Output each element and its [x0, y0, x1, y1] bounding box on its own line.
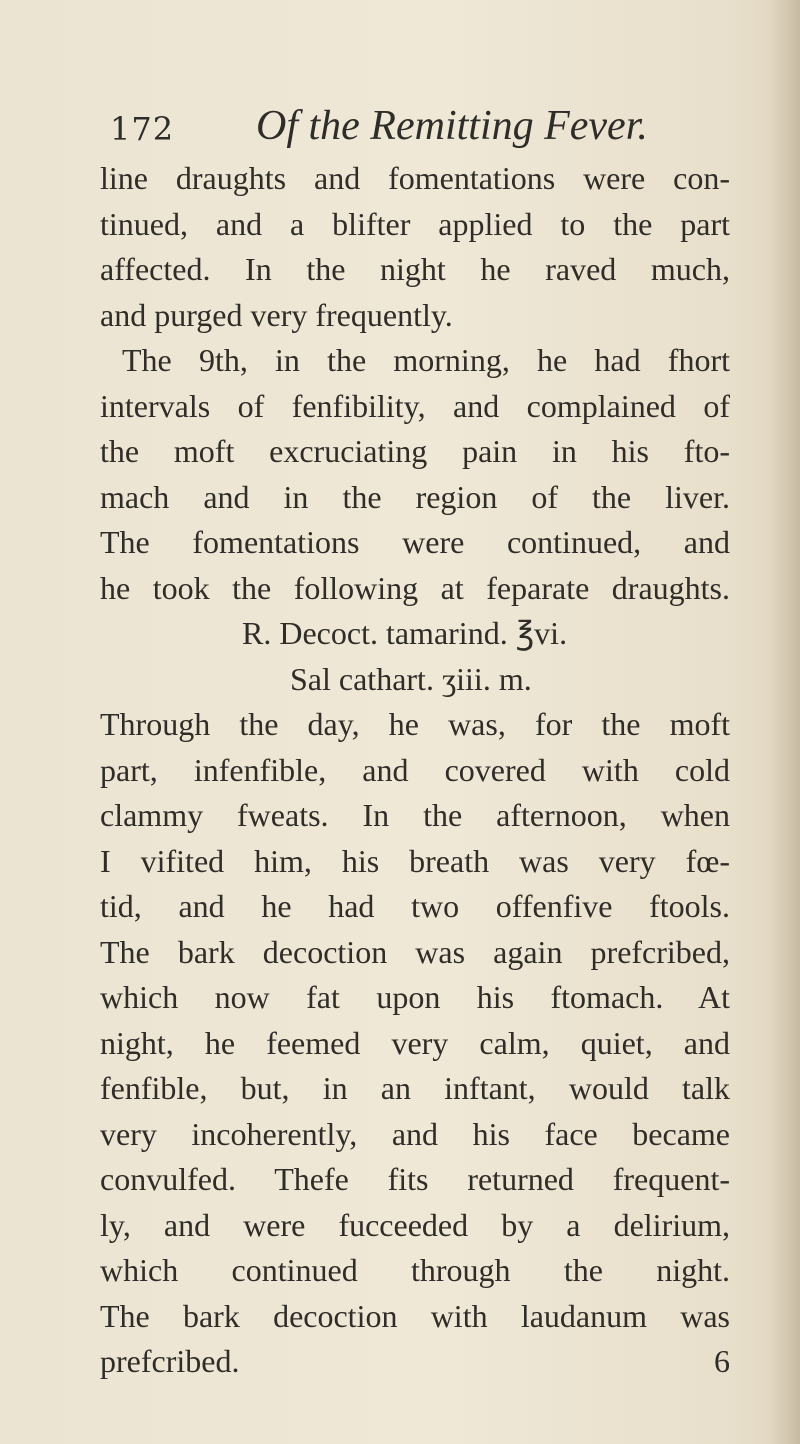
running-title: Of the Remitting Fever. — [256, 103, 648, 149]
text-line: tinued, and a blifter applied to the part — [100, 205, 730, 242]
text-line: Through the day, he was, for the moft — [100, 706, 730, 742]
text-line: mach and in the region of the liver. — [100, 478, 730, 515]
text-line: and purged very frequently. — [100, 296, 453, 333]
text-line: the moft excruciating pain in his fto- — [100, 433, 730, 469]
page-header — [110, 102, 750, 162]
prescription-line: Sal cathart. ʒiii. m. — [290, 660, 532, 697]
text-line: I vifited him, his breath was very fœ- — [100, 842, 730, 879]
body-text — [100, 156, 730, 1385]
text-line: intervals of fenfibility, and complained of — [100, 387, 730, 424]
text-line: affected. In the night he raved much, — [100, 251, 730, 287]
text-line: line draughts and fomentations were con- — [100, 160, 730, 196]
text-line: part, infenfible, and covered with cold — [100, 751, 730, 788]
catchword: 6 — [714, 1343, 730, 1379]
text-line: fenfible, but, in an inftant, would talk — [100, 1070, 730, 1106]
text-line: The 9th, in the morning, he had fhort — [122, 342, 730, 378]
text-line: The bark decoction was again prefcribed, — [100, 933, 730, 970]
text-line: night, he feemed very calm, quiet, and — [100, 1024, 730, 1061]
text-line: which now fat upon his ftomach. At — [100, 979, 730, 1015]
text-line: The bark decoction with laudanum was — [100, 1297, 730, 1334]
text-line: tid, and he had two offenfive ftools. — [100, 888, 730, 924]
page-edge-shadow — [770, 0, 800, 1444]
prescription-line: R. Decoct. tamarind. ℥vi. — [242, 615, 568, 651]
text-line: ly, and were fucceeded by a delirium, — [100, 1206, 730, 1243]
text-line: he took the following at feparate draughts. — [100, 569, 730, 606]
text-line: which continued through the night. — [100, 1252, 730, 1288]
text-line: The fomentations were continued, and — [100, 524, 730, 560]
text-line: convulfed. Thefe fits returned frequent- — [100, 1161, 730, 1197]
page-number: 172 — [110, 110, 175, 148]
text-line: clammy fweats. In the afternoon, when — [100, 797, 730, 833]
text-line: prefcribed. — [100, 1343, 240, 1379]
last-line — [100, 1339, 730, 1385]
text-line: very incoherently, and his face became — [100, 1115, 730, 1152]
